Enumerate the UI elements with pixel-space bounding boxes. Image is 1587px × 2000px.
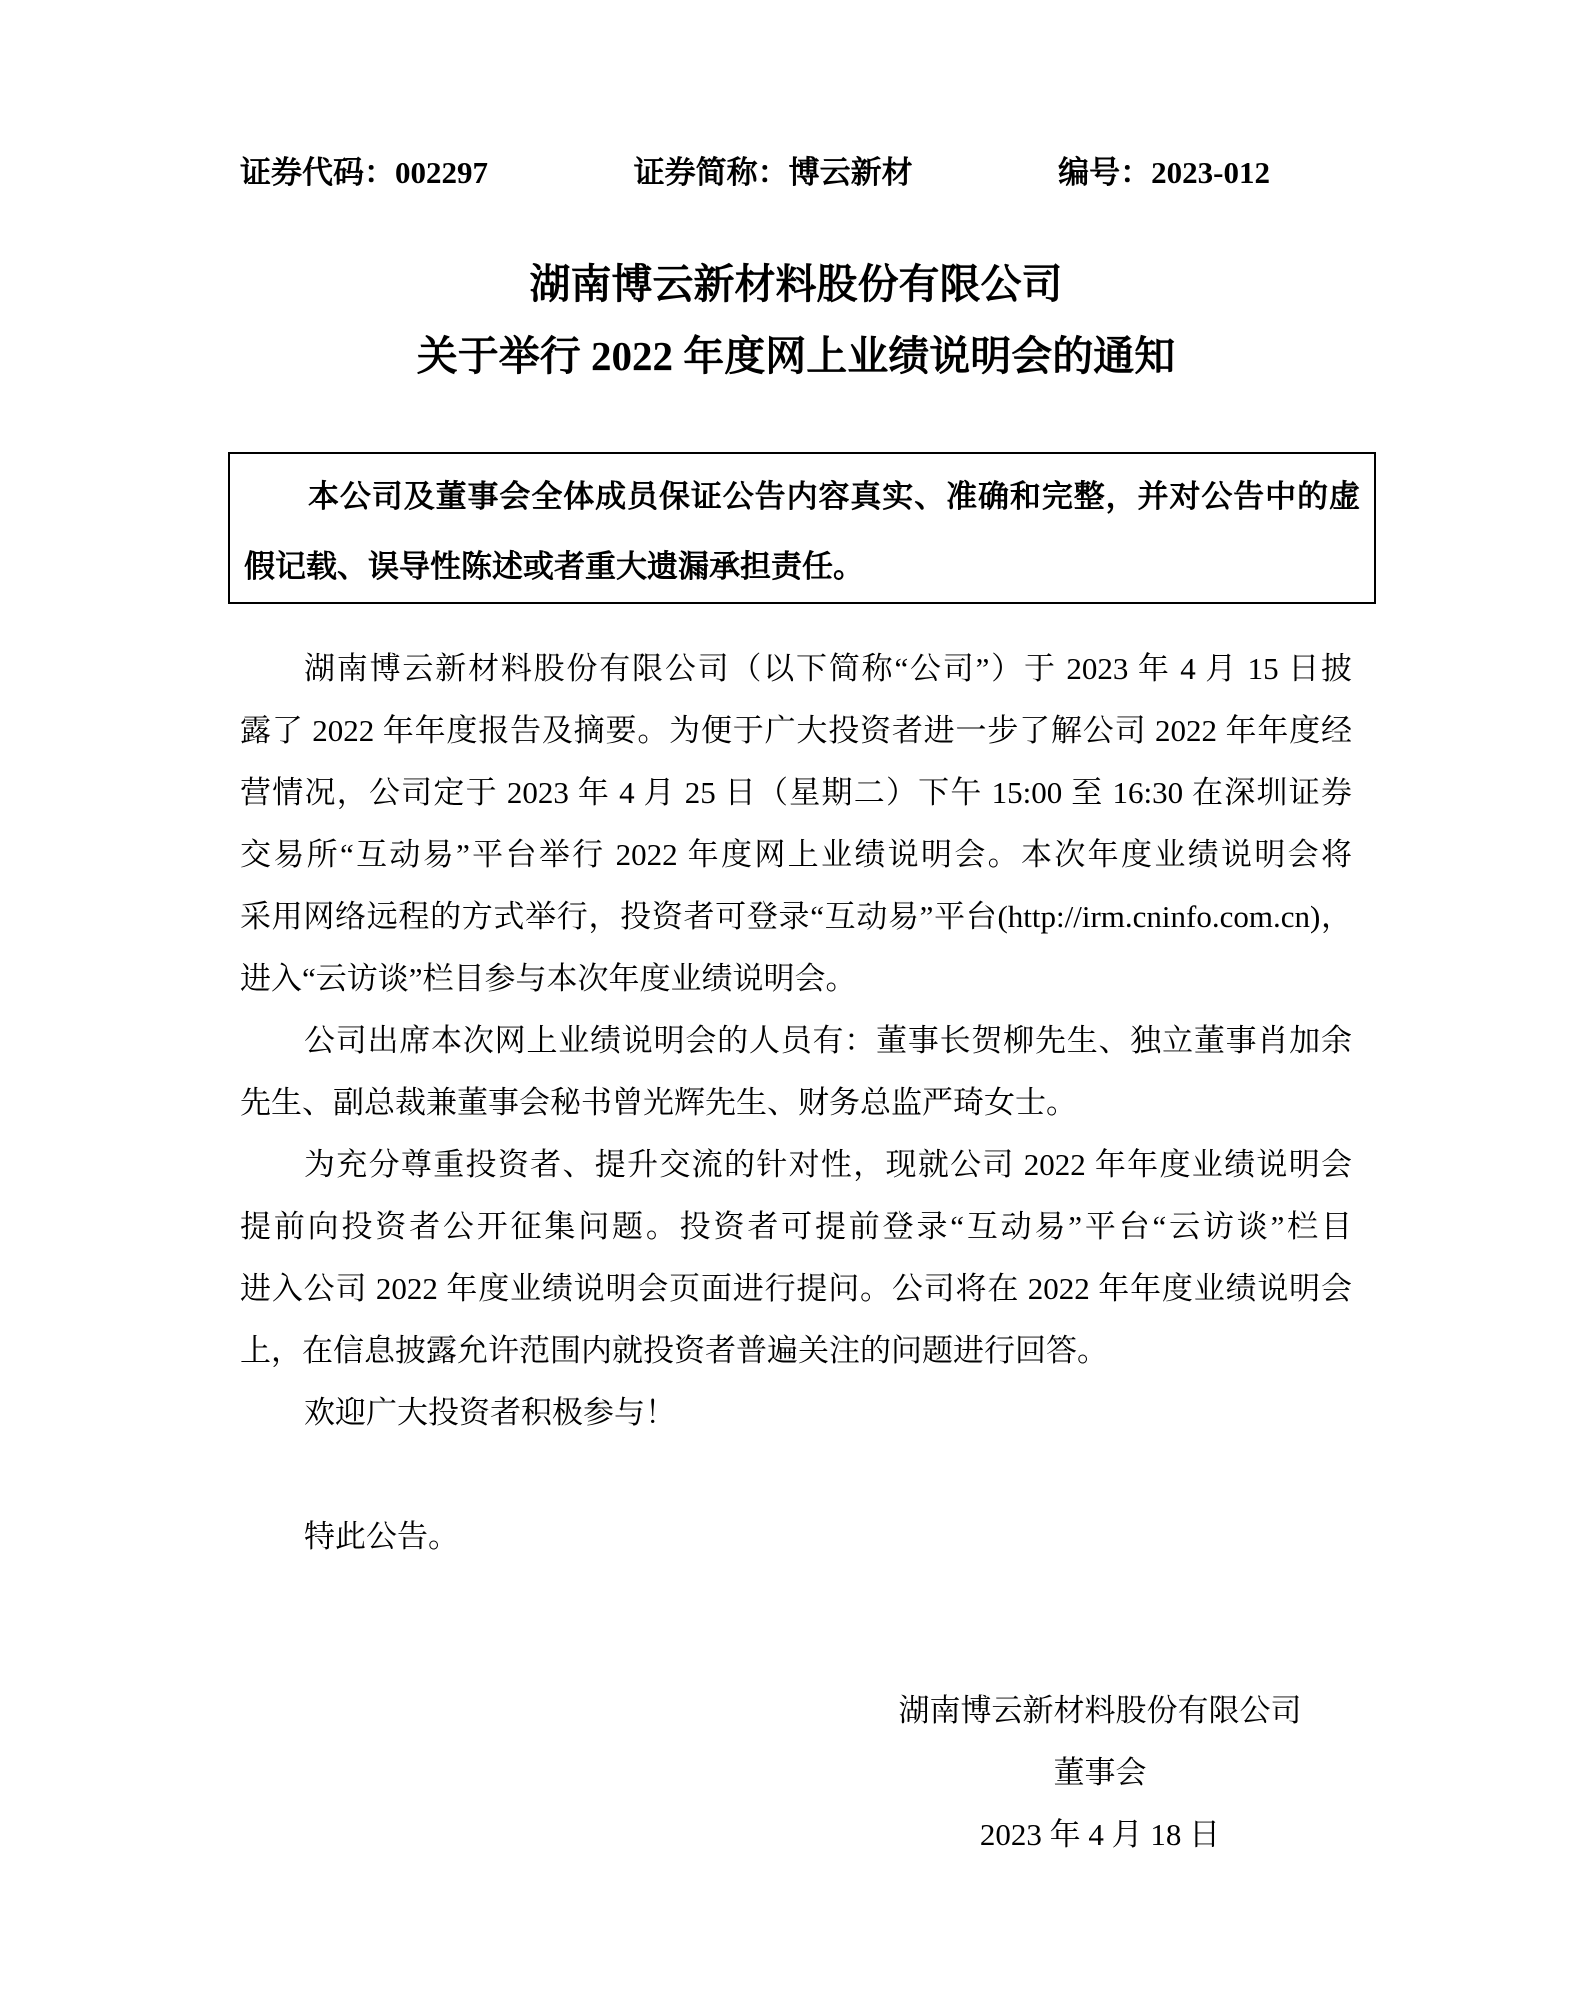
body-line: 上，在信息披露允许范围内就投资者普遍关注的问题进行回答。 (240, 1333, 1108, 1368)
body-line: 露了 2022 年年度报告及摘要。为便于广大投资者进一步了解公司 2022 年年度经 (240, 713, 1352, 748)
body-line: 湖南博云新材料股份有限公司（以下简称“公司”）于 2023 年 4 月 15 日披 (304, 651, 1352, 686)
disclaimer-line-1: 本公司及董事会全体成员保证公告内容真实、准确和完整，并对公告中的虚 (308, 479, 1360, 514)
signature-date: 2023 年 4 月 18 日 (979, 1817, 1221, 1852)
notice-title: 关于举行 2022 年度网上业绩说明会的通知 (416, 333, 1176, 379)
body-line: 进入“云访谈”栏目参与本次年度业绩说明会。 (240, 961, 857, 996)
body-line: 公司出席本次网上业绩说明会的人员有：董事长贺柳先生、独立董事肖加余 (304, 1023, 1352, 1058)
signature-company: 湖南博云新材料股份有限公司 (898, 1693, 1302, 1728)
announcement-number: 编号：2023-012 (1058, 155, 1270, 190)
stock-code: 证券代码：002297 (240, 155, 488, 190)
body-line: 进入公司 2022 年度业绩说明会页面进行提问。公司将在 2022 年年度业绩说明会 (240, 1271, 1352, 1306)
body-line: 先生、副总裁兼董事会秘书曾光辉先生、财务总监严琦女士。 (240, 1085, 1077, 1120)
company-name-title: 湖南博云新材料股份有限公司 (529, 261, 1063, 307)
body-line: 为充分尊重投资者、提升交流的针对性，现就公司 2022 年年度业绩说明会 (304, 1147, 1352, 1182)
signature-signer: 董事会 (1053, 1755, 1147, 1790)
stock-short-name: 证券简称：博云新材 (633, 155, 913, 190)
blank-line (240, 1444, 1352, 1506)
document-header (240, 152, 1270, 194)
document-body (240, 638, 1352, 1568)
closing-line: 特此公告。 (304, 1519, 459, 1554)
disclaimer-line-2: 假记载、误导性陈述或者重大遗漏承担责任。 (244, 549, 864, 584)
body-line: 营情况，公司定于 2023 年 4 月 25 日（星期二）下午 15:00 至 16:30 在深圳证券 (240, 775, 1352, 810)
body-line: 交易所“互动易”平台举行 2022 年度网上业绩说明会。本次年度业绩说明会将 (240, 837, 1352, 872)
body-line: 提前向投资者公开征集问题。投资者可提前登录“互动易”平台“云访谈”栏目 (240, 1209, 1352, 1244)
body-line: 采用网络远程的方式举行，投资者可登录“互动易”平台(http://irm.cninfo.com.cn)， (240, 899, 1352, 934)
body-line: 欢迎广大投资者积极参与！ (304, 1395, 676, 1430)
disclaimer-box (228, 452, 1376, 604)
signature-block (790, 1680, 1410, 1866)
